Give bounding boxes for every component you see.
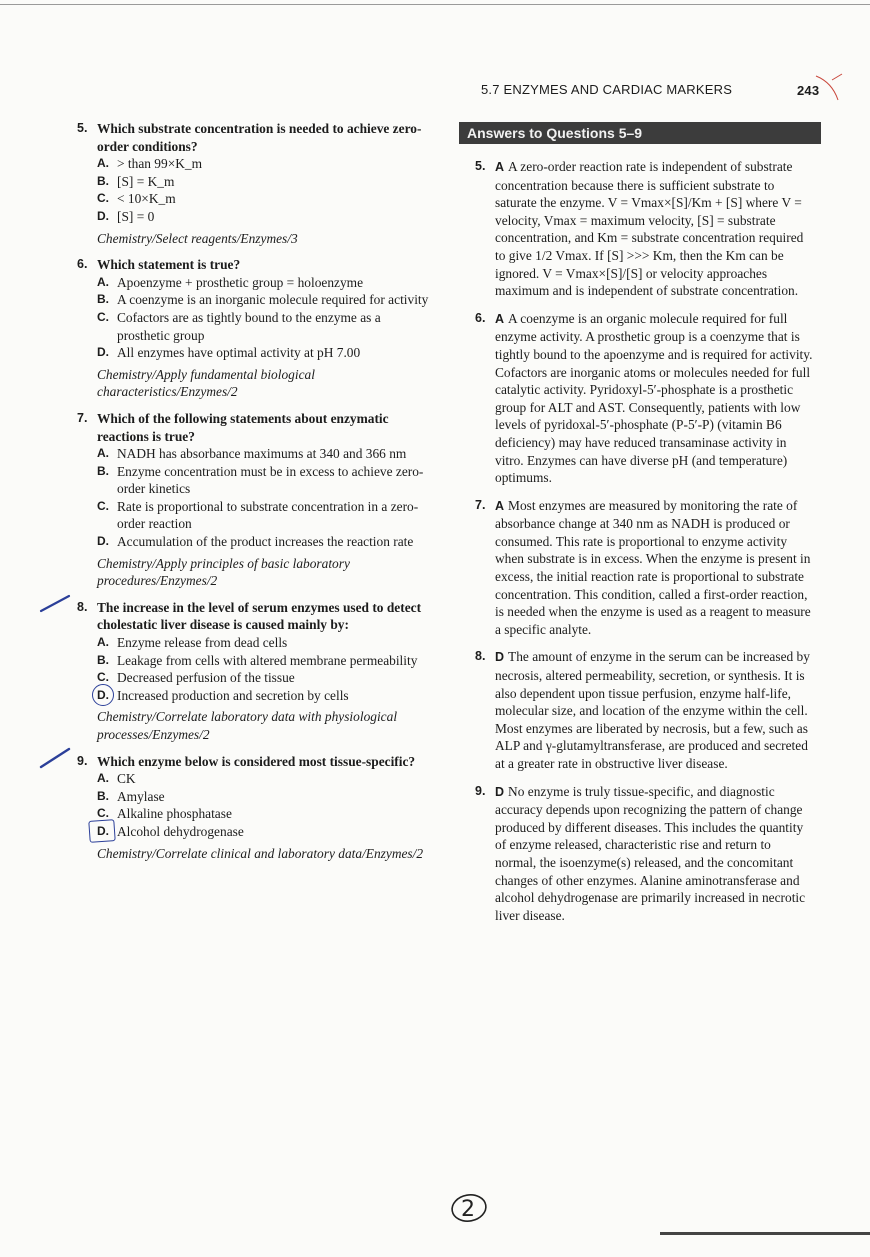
option xyxy=(97,498,429,533)
option xyxy=(97,309,429,344)
answers-column xyxy=(473,158,813,934)
question-category: Chemistry/Correlate clinical and laboratory data/Enzymes/2 xyxy=(97,845,424,861)
option-letter: C. xyxy=(97,670,109,685)
question-number: 7. xyxy=(77,410,88,425)
question-number: 6. xyxy=(77,257,88,272)
option-letter: D. xyxy=(97,534,109,549)
option xyxy=(97,805,429,823)
answer-5 xyxy=(473,158,813,300)
option-letter: A. xyxy=(97,274,109,289)
question-category: Chemistry/Apply principles of basic laboratory procedures/Enzymes/2 xyxy=(97,555,350,589)
option-text: Amylase xyxy=(117,788,165,804)
option-text: Increased production and secretion by cells xyxy=(117,687,349,703)
option-text: > than 99×K_m xyxy=(117,156,203,172)
option-letter: D. xyxy=(97,823,109,838)
question-stem: The increase in the level of serum enzymes used to detect cholestatic liver disease is caused mainly by: xyxy=(97,599,422,633)
answer-text: A zero-order reaction rate is independent of substrate concentration because there is sufficient substrate to saturate the enzyme. V = Vmax×[S]/Km + [S] where V = velocity, Vmax = maximum velocity, [S] = substrate concentration, and Km = substrate concentration required to give 1/2 Vmax. If [S] >>> Km, then the Km can be ignored. V = Vmax×[S]/[S] or velocity approaches maximum and is independent of substrate concentration. xyxy=(495,159,804,299)
pen-check-icon xyxy=(39,593,73,613)
bottom-rule xyxy=(660,1232,870,1235)
option-text: Rate is proportional to substrate concentration in a zero-order reaction xyxy=(117,498,419,532)
option-letter: D. xyxy=(97,687,109,702)
option xyxy=(97,533,429,551)
answer-text: No enzyme is truly tissue-specific, and diagnostic accuracy depends upon recognizing the pattern of change produced by different diseases. This includes the quantity of enzyme released, characteristic rise and return to normal, the isoenzyme(s) released, and the concomitant changes of other enzymes. Alanine aminotransferase and alcohol dehydrogenase are primarily increased in necrotic liver disease. xyxy=(495,783,806,923)
page-number: 243 xyxy=(797,83,820,98)
answer-key: A xyxy=(495,311,505,326)
answer-key: D xyxy=(495,784,505,799)
option-text: [S] = 0 xyxy=(117,208,155,224)
option-text: Accumulation of the product increases the reaction rate xyxy=(117,534,414,550)
option xyxy=(97,155,429,173)
pen-check-icon xyxy=(39,747,73,769)
option-text: Enzyme release from dead cells xyxy=(117,635,288,651)
option xyxy=(97,445,429,463)
option xyxy=(97,274,429,292)
questions-column xyxy=(77,120,429,871)
option-letter: A. xyxy=(97,156,109,171)
option-text: NADH has absorbance maximums at 340 and 366 nm xyxy=(117,446,407,462)
option xyxy=(97,770,429,788)
option-text: All enzymes have optimal activity at pH 7.00 xyxy=(117,345,361,361)
option-text: Enzyme concentration must be in excess to achieve zero-order kinetics xyxy=(117,463,424,497)
answer-number: 6. xyxy=(475,310,486,325)
option xyxy=(97,634,429,652)
option xyxy=(97,173,429,191)
option xyxy=(97,652,429,670)
question-number: 5. xyxy=(77,121,88,135)
option xyxy=(97,208,429,226)
option-letter: C. xyxy=(97,498,109,513)
option xyxy=(97,669,429,687)
answer-text: A coenzyme is an organic molecule required for full enzyme activity. A prosthetic group is a coenzyme that is tightly bound to the apoenzyme and is required for activity. Cofactors are inorganic atoms or molecules needed for full catalytic activity. Pyridoxyl-5′-phosphate is a prosthetic group for ALT and AST. Consequently, patients with low levels of pyridoxal-5′-phosphate (P-5′-P) (vitamin B6 deficiency) may have reduced transaminase activity in vitro. Enzymes can have diverse pH (and temperature) optimums. xyxy=(495,310,813,486)
option-letter: A. xyxy=(97,446,109,461)
option-letter: B. xyxy=(97,788,109,803)
question-stem: Which enzyme below is considered most tissue-specific? xyxy=(97,753,416,769)
answer-6 xyxy=(473,310,813,487)
option-selected xyxy=(97,823,429,841)
option-text: < 10×K_m xyxy=(117,191,176,207)
question-category: Chemistry/Correlate laboratory data with physiological processes/Enzymes/2 xyxy=(97,709,398,742)
question-8 xyxy=(77,599,429,744)
option-text: Leakage from cells with altered membrane permeability xyxy=(117,652,418,668)
option-text: A coenzyme is an inorganic molecule required for activity xyxy=(117,292,429,308)
answer-text: Most enzymes are measured by monitoring the rate of absorbance change at 340 nm as NADH is produced or consumed. This rate is proportional to enzyme activity when substrate is in excess. When the enzyme is present in excess, the initial reaction rate is proportional to substrate concentration. This condition, called a first-order reaction, is needed when the enzyme is used as a reagent to measure a specific analyte. xyxy=(495,497,811,637)
option xyxy=(97,291,429,309)
option-selected xyxy=(97,687,429,705)
option-letter: D. xyxy=(97,208,109,223)
option-letter: D. xyxy=(97,345,109,360)
option xyxy=(97,463,429,498)
circle-scribble-icon xyxy=(448,1190,494,1226)
section-title: 5.7 ENZYMES AND CARDIAC MARKERS xyxy=(481,82,733,97)
answer-number: 9. xyxy=(475,783,486,798)
option-letter: B. xyxy=(97,173,109,188)
question-number: 9. xyxy=(77,753,88,768)
corner-scribble-icon xyxy=(812,70,852,110)
answer-key: A xyxy=(495,160,505,174)
option-text: CK xyxy=(117,771,136,787)
answer-key: A xyxy=(495,498,505,513)
answer-key: D xyxy=(495,650,505,665)
option-text: [S] = K_m xyxy=(117,173,175,189)
top-rule xyxy=(0,4,870,5)
option-letter: B. xyxy=(97,652,109,667)
answer-7 xyxy=(473,497,813,639)
option-text: Decreased perfusion of the tissue xyxy=(117,670,295,686)
option-letter: A. xyxy=(97,771,109,786)
answer-text: The amount of enzyme in the serum can be increased by necrosis, altered permeability, secretion, or synthesis. It is also dependent upon tissue perfusion, enzyme half-life, molecular size, and location of the enzyme within the cell. Most enzymes are liberated by necrosis, but a few, such as ALP and γ-glutamyltransferase, are produced and secreted at a greater rate in obstructive liver disease. xyxy=(495,649,810,771)
question-category: Chemistry/Select reagents/Enzymes/3 xyxy=(97,230,298,246)
option xyxy=(97,344,429,362)
option-text: Apoenzyme + prosthetic group = holoenzyme xyxy=(117,274,364,290)
option-letter: B. xyxy=(97,463,109,478)
question-5 xyxy=(77,120,429,247)
option-text: Alkaline phosphatase xyxy=(117,806,232,822)
option xyxy=(97,190,429,208)
answers-banner: Answers to Questions 5–9 xyxy=(459,122,821,144)
question-stem: Which of the following statements about enzymatic reactions is true? xyxy=(97,410,389,444)
question-7 xyxy=(77,410,429,590)
question-category: Chemistry/Apply fundamental biological characteristics/Enzymes/2 xyxy=(97,366,315,400)
option-letter: B. xyxy=(97,292,109,307)
answer-8 xyxy=(473,648,813,772)
option-text: Alcohol dehydrogenase xyxy=(117,823,244,839)
option-text: Cofactors are as tightly bound to the enzyme as a prosthetic group xyxy=(117,309,381,343)
answer-number: 8. xyxy=(475,649,486,664)
option-letter: C. xyxy=(97,806,109,821)
running-header xyxy=(481,82,841,104)
answer-number: 7. xyxy=(475,497,486,512)
option xyxy=(97,788,429,806)
question-9 xyxy=(77,753,429,863)
handwritten-page-mark xyxy=(448,1190,494,1231)
answer-number: 5. xyxy=(475,159,486,173)
answer-9 xyxy=(473,783,813,925)
option-letter: C. xyxy=(97,191,109,206)
handwritten-number: 2 xyxy=(461,1197,475,1222)
question-stem: Which statement is true? xyxy=(97,257,241,273)
option-letter: A. xyxy=(97,635,109,650)
question-stem: Which substrate concentration is needed to achieve zero-order conditions? xyxy=(97,121,422,154)
question-6 xyxy=(77,256,429,401)
question-number: 8. xyxy=(77,599,88,614)
option-letter: C. xyxy=(97,309,109,324)
